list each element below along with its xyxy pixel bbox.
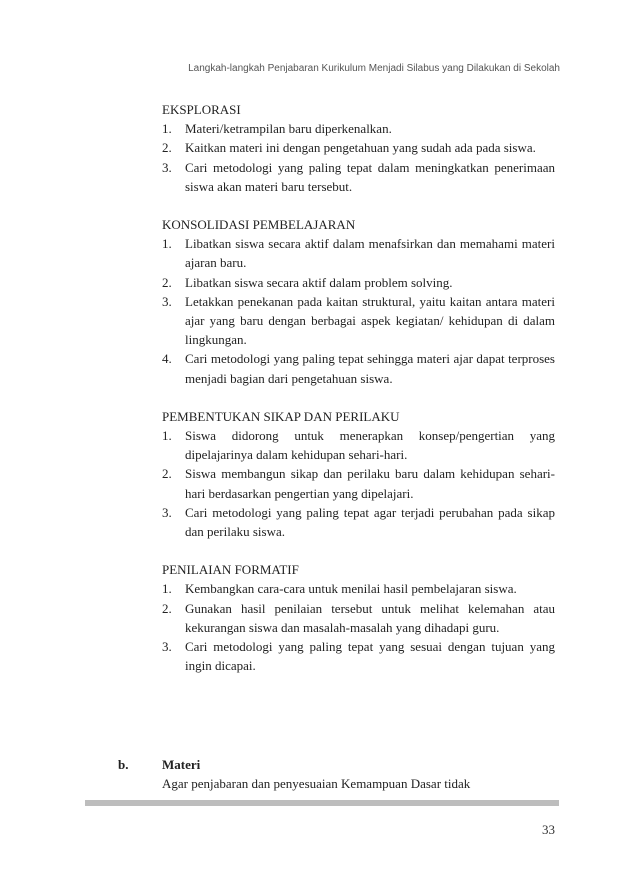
item-number: 1. xyxy=(162,121,172,137)
item-text: Libatkan siswa secara aktif dalam problem solving. xyxy=(185,274,453,290)
item-number: 3. xyxy=(162,504,172,520)
list-item xyxy=(162,599,555,637)
item-list xyxy=(162,426,555,541)
list-item xyxy=(162,503,555,541)
item-number: 3. xyxy=(162,159,172,175)
item-text: Cari metodologi yang paling tepat agar terjadi perubahan pada sikap dan perilaku siswa. xyxy=(185,504,555,540)
section-title: PEMBENTUKAN SIKAP DAN PERILAKU xyxy=(162,408,400,424)
subsection-b xyxy=(118,755,555,793)
section-title: PENILAIAN FORMATIF xyxy=(162,562,299,578)
main-content xyxy=(162,100,555,694)
section-eksplorasi xyxy=(162,100,555,196)
item-number: 1. xyxy=(162,428,172,444)
page-number: 33 xyxy=(542,822,555,837)
list-item xyxy=(162,158,555,196)
subsection-heading xyxy=(118,755,555,774)
section-pembentukan-sikap xyxy=(162,407,555,541)
item-number: 1. xyxy=(162,236,172,252)
list-item xyxy=(162,637,555,675)
item-list xyxy=(162,234,555,388)
item-number: 2. xyxy=(162,274,172,290)
section-penilaian-formatif xyxy=(162,560,555,675)
section-title: KONSOLIDASI PEMBELAJARAN xyxy=(162,217,356,233)
list-item xyxy=(162,464,555,502)
item-text: Siswa didorong untuk menerapkan konsep/pengertian yang dipelajarinya dalam kehidupan sehari-hari. xyxy=(185,428,555,463)
footer-rule xyxy=(85,800,559,806)
item-number: 3. xyxy=(162,293,172,309)
list-item xyxy=(162,292,555,350)
item-number: 4. xyxy=(162,351,172,367)
item-number: 3. xyxy=(162,639,172,655)
item-number: 1. xyxy=(162,581,172,597)
item-text: Libatkan siswa secara aktif dalam menafsirkan dan memahami materi ajaran baru. xyxy=(185,236,555,271)
list-item xyxy=(162,349,555,387)
item-text: Materi/ketrampilan baru diperkenalkan. xyxy=(185,121,392,137)
running-header: Langkah-langkah Penjabaran Kurikulum Menjadi Silabus yang Dilakukan di Sekolah xyxy=(188,63,560,74)
subsection-paragraph: Agar penjabaran dan penyesuaian Kemampuan Dasar tidak xyxy=(162,776,471,792)
section-title: EKSPLORASI xyxy=(162,102,241,117)
item-text: Cari metodologi yang paling tepat sehingga materi ajar dapat terproses menjadi bagian dari pengetahuan siswa. xyxy=(185,351,555,386)
item-list xyxy=(162,119,555,196)
item-number: 2. xyxy=(162,466,172,482)
item-number: 2. xyxy=(162,140,172,156)
subsection-title: Materi xyxy=(162,757,201,772)
item-number: 2. xyxy=(162,600,172,616)
item-text: Cari metodologi yang paling tepat yang sesuai dengan tujuan yang ingin dicapai. xyxy=(185,639,555,674)
item-text: Gunakan hasil penilaian tersebut untuk melihat kelemahan atau kekurangan siswa dan masalah-masalah yang dihadapi guru. xyxy=(185,600,555,635)
list-item xyxy=(162,579,555,598)
list-item xyxy=(162,234,555,272)
item-text: Kembangkan cara-cara untuk menilai hasil pembelajaran siswa. xyxy=(185,581,517,597)
list-item xyxy=(162,273,555,292)
item-text: Kaitkan materi ini dengan pengetahuan yang sudah ada pada siswa. xyxy=(185,140,536,156)
section-konsolidasi xyxy=(162,215,555,388)
item-text: Siswa membangun sikap dan perilaku baru dalam kehidupan sehari-hari berdasarkan pengertian yang dipelajari. xyxy=(185,466,555,501)
item-text: Cari metodologi yang paling tepat dalam meningkatkan penerimaan siswa akan materi baru tersebut. xyxy=(185,159,555,194)
item-list xyxy=(162,579,555,675)
list-item xyxy=(162,119,555,138)
subsection-letter: b. xyxy=(118,757,129,772)
list-item xyxy=(162,426,555,464)
item-text: Letakkan penekanan pada kaitan struktural, yaitu kaitan antara materi ajar yang baru dengan berbagai aspek kegiatan/ kehidupan di dalam lingkungan. xyxy=(185,293,555,348)
list-item xyxy=(162,138,555,157)
